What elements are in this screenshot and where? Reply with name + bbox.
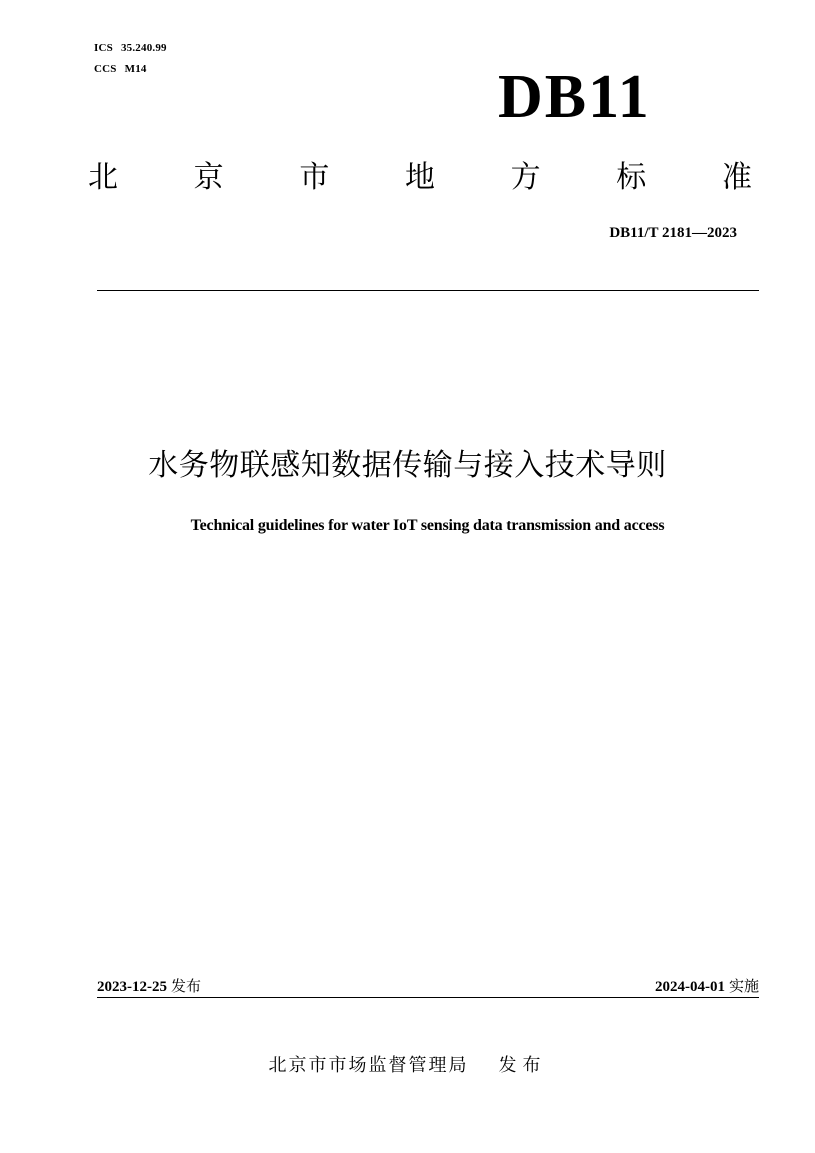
issue-date: 2023-12-25	[97, 978, 167, 995]
standard-type-char: 方	[510, 160, 541, 195]
implement-date-group	[655, 975, 759, 996]
standard-number: DB11/T 2181—2023	[609, 225, 737, 241]
issue-date-group	[97, 975, 201, 996]
standard-type-char: 标	[616, 160, 647, 195]
title-english: Technical guidelines for water IoT sensing data transmission and access	[190, 517, 665, 534]
issue-label: 发布	[171, 976, 202, 995]
standard-type-char: 京	[193, 160, 224, 195]
issuing-action: 发布	[498, 1055, 547, 1076]
title-chinese: 水务物联感知数据传输与接入技术导则	[148, 448, 667, 483]
issuing-agency: 北京市市场监督管理局	[268, 1055, 469, 1076]
standard-type-heading	[88, 158, 752, 198]
header-divider	[97, 290, 759, 291]
ccs-label: CCS	[94, 63, 117, 75]
footer-divider	[97, 997, 759, 998]
implement-date: 2024-04-01	[654, 978, 725, 995]
dates-row	[97, 973, 759, 997]
standard-type-char: 北	[88, 160, 118, 195]
ics-value: 35.240.99	[120, 42, 167, 54]
implement-label: 实施	[728, 976, 759, 995]
standard-type-char: 准	[721, 160, 752, 195]
ics-code	[94, 42, 167, 54]
ccs-value: M14	[124, 63, 147, 75]
standard-type-char: 地	[404, 160, 435, 195]
ics-label: ICS	[94, 42, 113, 54]
standard-type-char: 市	[299, 160, 330, 195]
standard-mark: DB11	[498, 63, 651, 131]
issuer-line	[0, 1053, 815, 1079]
ccs-code	[94, 63, 147, 75]
